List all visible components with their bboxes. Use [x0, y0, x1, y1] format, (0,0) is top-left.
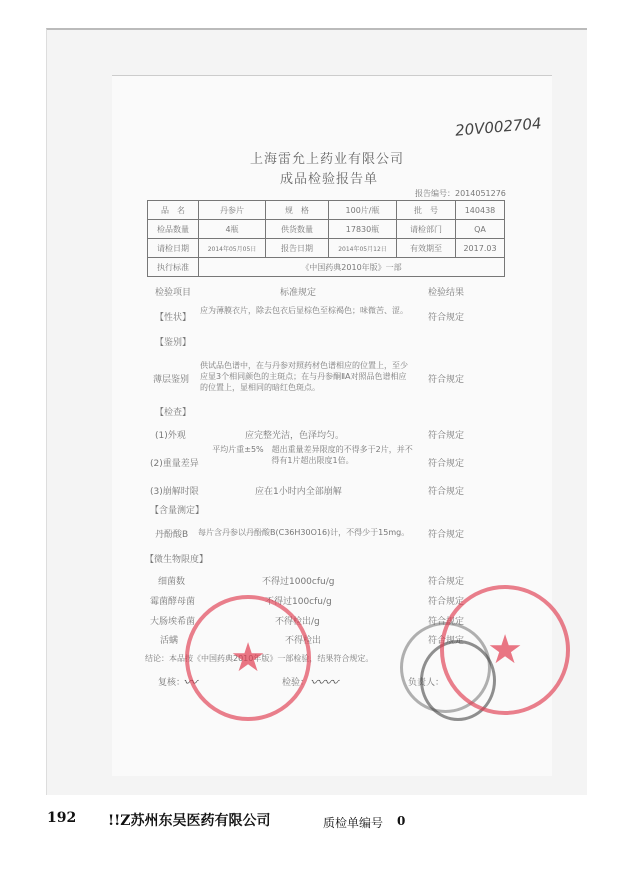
inspector-signature-label: 检验：	[282, 678, 310, 688]
header-result: 检验结果	[428, 288, 465, 298]
cell: 《中国药典2010年版》一部	[199, 258, 505, 277]
item-text: 丹酚酸B	[155, 530, 189, 540]
result-text: 符合规定	[428, 375, 465, 385]
section-heading: 【微生物限度】	[145, 555, 209, 565]
cell: 供货数量	[266, 220, 329, 239]
cell: 检品数量	[148, 220, 199, 239]
standard-text: 应完整光洁，色泽均匀。	[245, 431, 345, 441]
result-text: 符合规定	[428, 313, 465, 323]
cell: 执行标准	[148, 258, 199, 277]
company-seal-left: ★	[185, 595, 311, 721]
standard-text: 不得过1000cfu/g	[262, 577, 335, 587]
company-name: 上海雷允上药业有限公司	[250, 152, 405, 167]
item-text: (2)重量差异	[150, 459, 199, 469]
info-table	[147, 200, 505, 277]
review-signature: 〰	[183, 675, 197, 691]
footer-page: 192	[47, 810, 77, 826]
report-number: 报告编号：2014051276	[415, 189, 506, 198]
result-text: 符合规定	[428, 487, 465, 497]
item-text: (3)崩解时限	[150, 487, 199, 497]
cell: 批 号	[397, 201, 456, 220]
inspector-signature: 〰〰	[310, 675, 338, 691]
cell: 2014年05月12日	[329, 239, 397, 258]
cell: 请检部门	[397, 220, 456, 239]
cell: 丹参片	[199, 201, 266, 220]
standard-text: 每片含丹参以丹酚酸B(C36H30O16)计，不得少于15mg。	[198, 528, 410, 537]
cell: 请检日期	[148, 239, 199, 258]
cell: 2017.03	[456, 239, 505, 258]
item-text: 霉菌酵母菌	[150, 597, 196, 607]
cell: 4瓶	[199, 220, 266, 239]
standard-text: 供试品色谱中，在与丹参对照药材色谱相应的位置上，至少应显3个相同颜色的主斑点；在与丹参酮ⅡA对照品色谱相应的位置上，显相同的暗红色斑点。	[200, 361, 408, 392]
cell: 品 名	[148, 201, 199, 220]
standard-text: 不得检出	[285, 636, 322, 646]
item-text: (1)外观	[155, 431, 186, 441]
result-text: 符合规定	[428, 597, 465, 607]
result-text: 符合规定	[428, 636, 465, 646]
result-text: 符合规定	[428, 577, 465, 587]
cell: 报告日期	[266, 239, 329, 258]
section-heading: 【性状】	[155, 313, 192, 323]
footer-value: 0	[397, 814, 406, 828]
cell: 2014年05月05日	[199, 239, 266, 258]
section-heading: 【检查】	[155, 408, 192, 418]
footer-label: 质检单编号	[323, 816, 384, 830]
header-standard: 标准规定	[280, 288, 317, 298]
cell: 17830瓶	[329, 220, 397, 239]
section-heading: 【含量测定】	[150, 506, 205, 516]
company-seal-right: ★	[440, 585, 570, 715]
standard-text: 应为薄膜衣片，除去包衣后显棕色至棕褐色；味微苦、涩。	[200, 306, 408, 315]
handwritten-number: 20V002704	[454, 114, 543, 140]
standard-text: 平均片重±5% 超出重量差异限度的不得多于2片，并不得有1片超出限度1倍。	[212, 445, 413, 465]
review-signature-label: 复核：	[158, 678, 186, 688]
header-item: 检验项目	[155, 288, 192, 298]
cell: QA	[456, 220, 505, 239]
section-heading: 【鉴别】	[155, 338, 192, 348]
result-text: 符合规定	[428, 530, 465, 540]
footer-company: !!Z苏州东吴医药有限公司	[108, 813, 271, 829]
standard-text: 不得过100cfu/g	[265, 597, 332, 607]
item-text: 活螨	[160, 636, 179, 646]
item-text: 大肠埃希菌	[150, 617, 196, 627]
result-text: 符合规定	[428, 617, 465, 627]
cell: 有效期至	[397, 239, 456, 258]
cell: 100片/瓶	[329, 201, 397, 220]
cell: 规 格	[266, 201, 329, 220]
conclusion: 结论：本品按《中国药典2010年版》一部检验，结果符合规定。	[145, 654, 374, 663]
cell: 140438	[456, 201, 505, 220]
standard-text: 应在1小时内全部崩解	[255, 487, 342, 497]
item-text: 细菌数	[158, 577, 186, 587]
report-title: 成品检验报告单	[280, 172, 379, 187]
qa-signature-label: 负责人：	[408, 678, 445, 688]
item-text: 薄层鉴别	[153, 375, 190, 385]
standard-text: 不得检出/g	[275, 617, 320, 627]
result-text: 符合规定	[428, 459, 465, 469]
result-text: 符合规定	[428, 431, 465, 441]
